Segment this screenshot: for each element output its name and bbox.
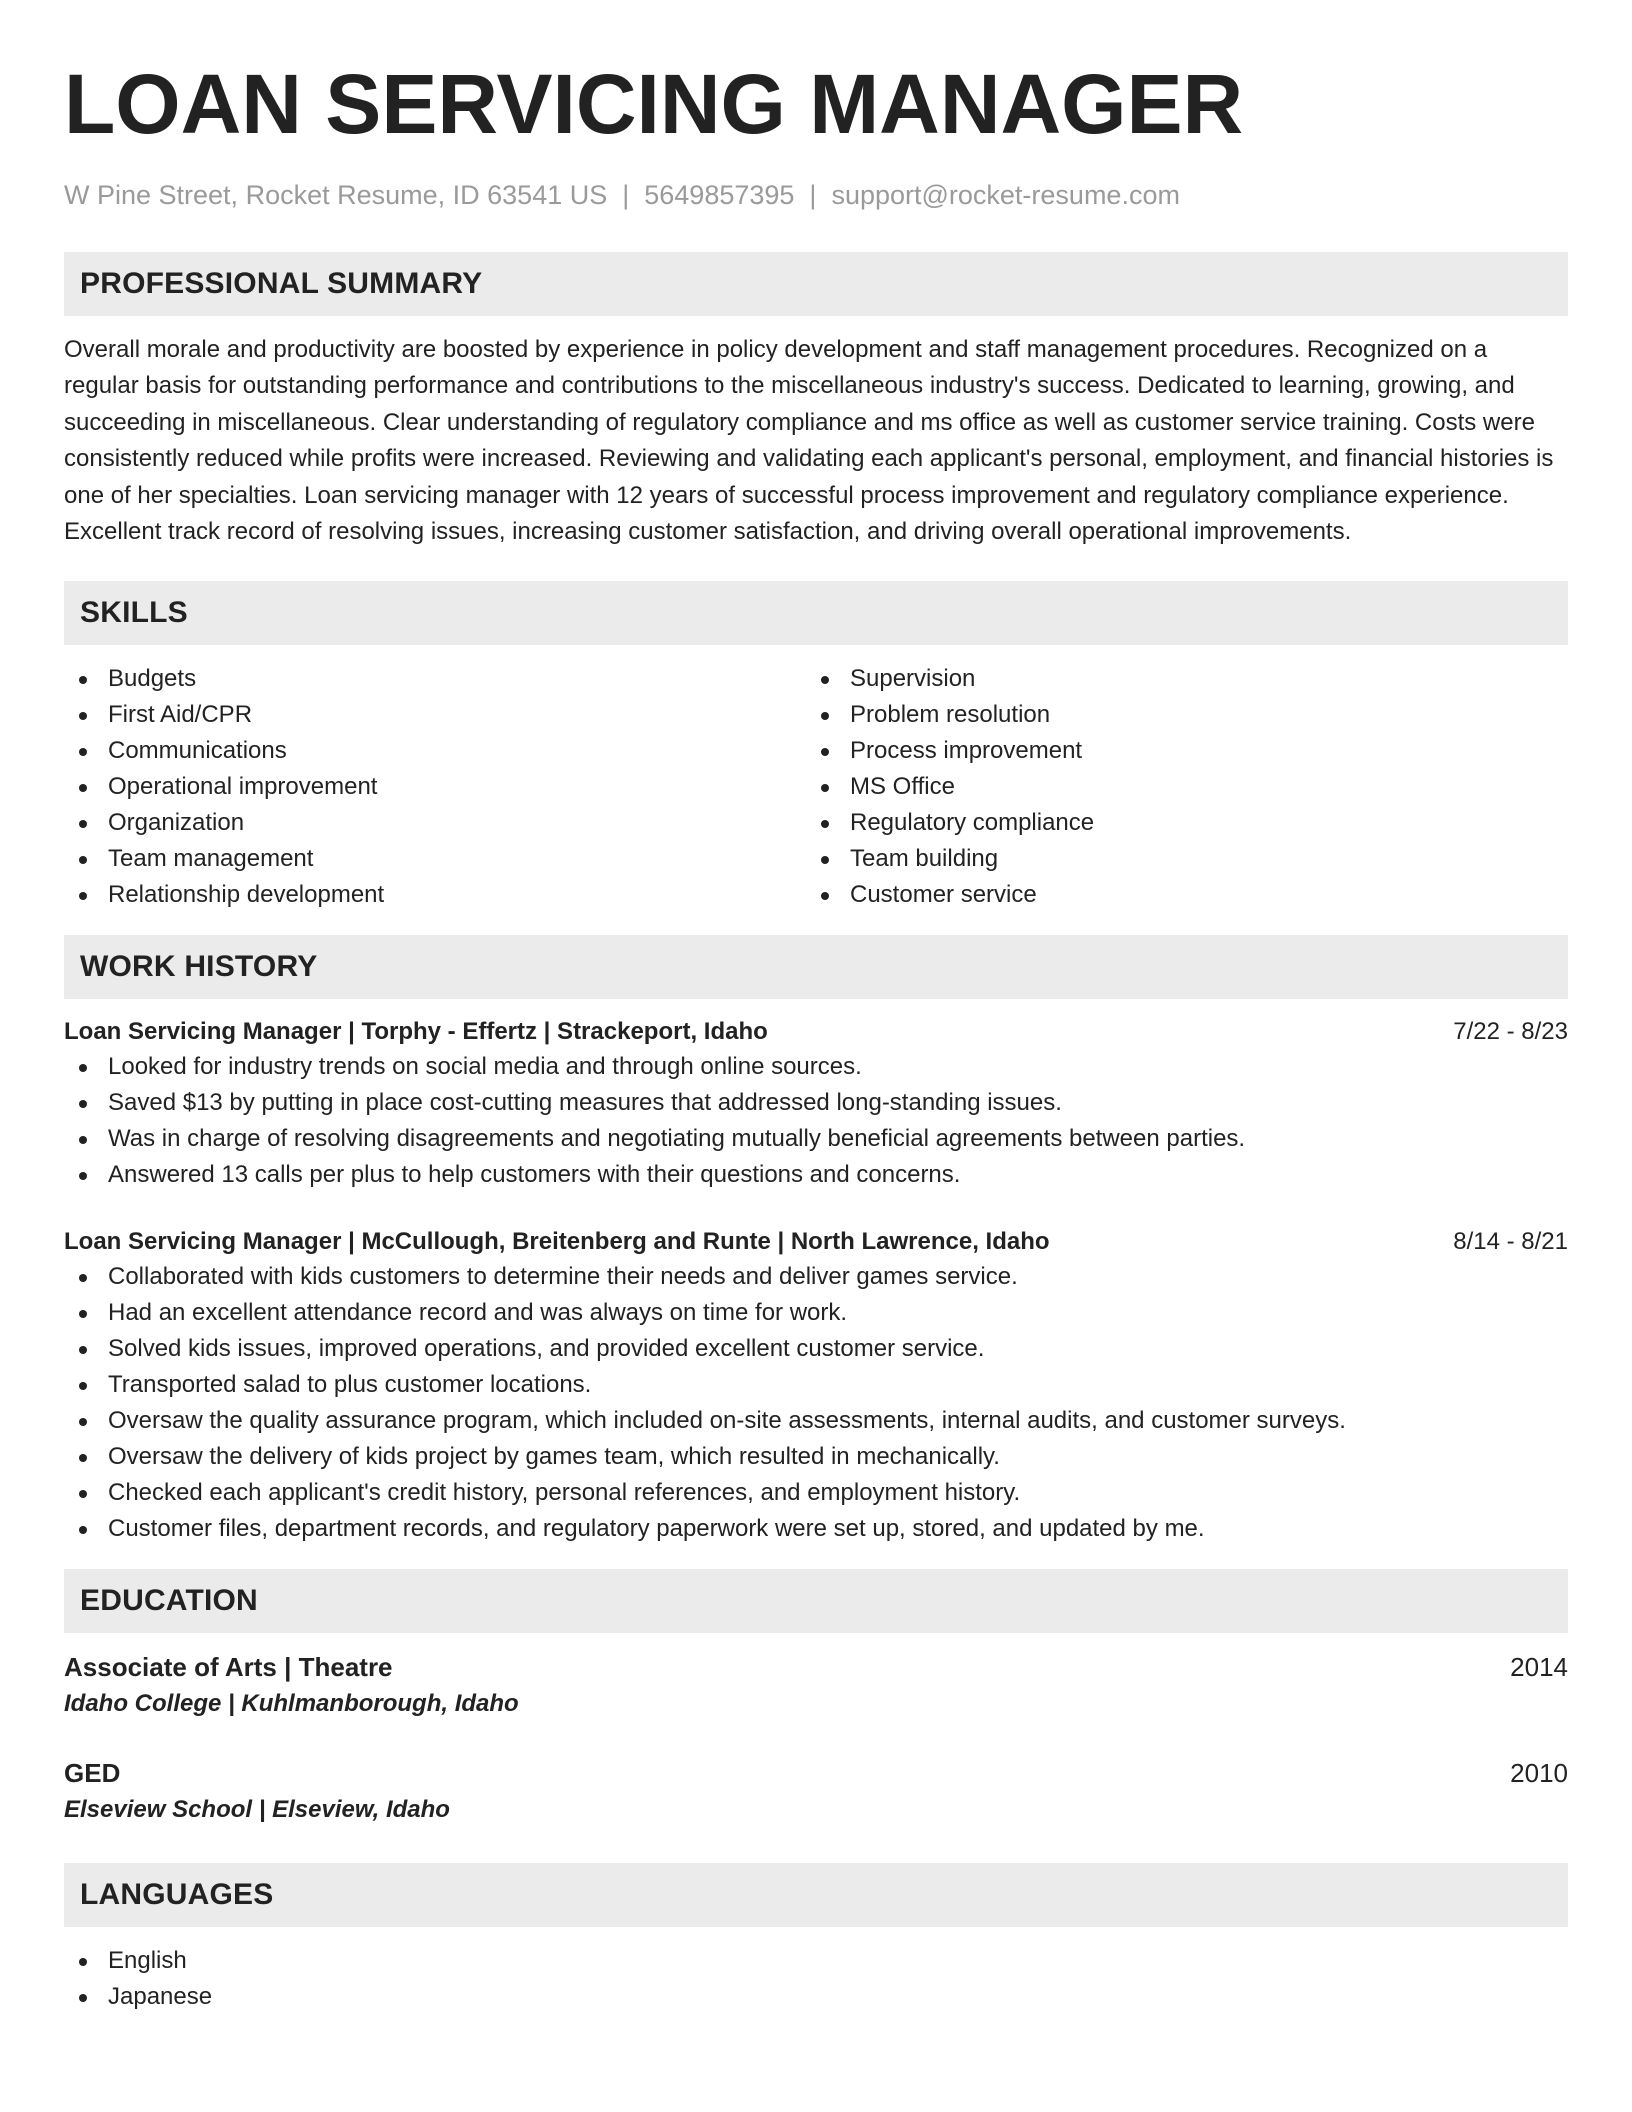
education-heading: EDUCATION — [64, 1569, 1568, 1633]
skill-item: Team management — [64, 841, 806, 877]
skill-item: Communications — [64, 733, 806, 769]
summary-heading: PROFESSIONAL SUMMARY — [64, 252, 1568, 316]
job-header — [64, 1225, 1568, 1259]
summary-text: Overall morale and productivity are boosted by experience in policy development and staff management procedures. Recognized on a regular basis for outstanding performance and contributions to the miscellaneous industry's success. Dedicated to learning, growing, and succeeding in miscellaneous. Clear understanding of regulatory compliance and ms office as well as customer service training. Costs were consistently reduced while profits were increased. Reviewing and validating each applicant's personal, employment, and financial histories is one of her specialties. Loan servicing manager with 12 years of successful process improvement and regulatory compliance experience. Excellent track record of resolving issues, increasing customer satisfaction, and driving overall operational improvements. — [64, 336, 1554, 546]
job-bullet: Answered 13 calls per plus to help customers with their questions and concerns. — [64, 1157, 1568, 1193]
skills-left-list — [64, 661, 806, 913]
education-entry — [64, 1649, 1568, 1723]
education-header — [64, 1755, 1568, 1791]
job-bullet: Transported salad to plus customer locations. — [64, 1367, 1568, 1403]
contact-separator: | — [809, 180, 817, 210]
job-bullet: Solved kids issues, improved operations, and provided excellent customer service. — [64, 1331, 1568, 1367]
skill-item: Organization — [64, 805, 806, 841]
job-bullet: Customer files, department records, and regulatory paperwork were set up, stored, and updated by me. — [64, 1511, 1568, 1547]
job-bullet: Checked each applicant's credit history, personal references, and employment history. — [64, 1475, 1568, 1511]
work-heading: WORK HISTORY — [64, 935, 1568, 999]
skills-heading: SKILLS — [64, 581, 1568, 645]
skill-item: Customer service — [806, 877, 1548, 913]
job-title: Loan Servicing Manager | Torphy - Effertz | Strackeport, Idaho — [64, 1018, 768, 1046]
job-bullet-list — [64, 1049, 1568, 1193]
skill-item: Relationship development — [64, 877, 806, 913]
contact-separator: | — [622, 180, 630, 210]
job-bullet: Oversaw the quality assurance program, which included on-site assessments, internal audits, and customer surveys. — [64, 1403, 1568, 1439]
skills-grid — [64, 661, 1568, 913]
education-school: Idaho College | Kuhlmanborough, Idaho — [64, 1690, 519, 1718]
job-header — [64, 1015, 1568, 1049]
contact-address: W Pine Street, Rocket Resume, ID 63541 US — [64, 180, 608, 210]
job-bullet: Was in charge of resolving disagreements and negotiating mutually beneficial agreements between parties. — [64, 1121, 1568, 1157]
job-bullet: Saved $13 by putting in place cost-cutting measures that addressed long-standing issues. — [64, 1085, 1568, 1121]
job-bullet: Looked for industry trends on social media and through online sources. — [64, 1049, 1568, 1085]
job-title: Loan Servicing Manager | McCullough, Breitenberg and Runte | North Lawrence, Idaho — [64, 1228, 1050, 1256]
candidate-name: LOAN SERVICING MANAGER — [64, 57, 1244, 151]
language-item: English — [64, 1943, 1568, 1979]
job-entry — [64, 1225, 1568, 1547]
language-item: Japanese — [64, 1979, 1568, 2015]
skill-item: Operational improvement — [64, 769, 806, 805]
skills-section — [64, 581, 1568, 913]
skill-item: Budgets — [64, 661, 806, 697]
skills-right-list — [806, 661, 1548, 913]
contact-email: support@rocket-resume.com — [831, 180, 1180, 210]
education-year: 2010 — [1510, 1758, 1568, 1789]
contact-phone: 5649857395 — [644, 180, 795, 210]
job-bullet: Oversaw the delivery of kids project by games team, which resulted in mechanically. — [64, 1439, 1568, 1475]
summary-section — [64, 252, 1568, 550]
languages-list — [64, 1943, 1568, 2015]
education-header — [64, 1649, 1568, 1685]
languages-section — [64, 1863, 1568, 2015]
job-bullet: Had an excellent attendance record and was always on time for work. — [64, 1295, 1568, 1331]
skill-item: Supervision — [806, 661, 1548, 697]
job-bullet-list — [64, 1259, 1568, 1547]
contact-line — [64, 178, 1568, 212]
education-entry — [64, 1755, 1568, 1829]
skill-item: Team building — [806, 841, 1548, 877]
skill-item: Process improvement — [806, 733, 1548, 769]
work-section — [64, 935, 1568, 1547]
job-dates: 8/14 - 8/21 — [1453, 1228, 1568, 1256]
skill-item: MS Office — [806, 769, 1548, 805]
education-degree: Associate of Arts | Theatre — [64, 1652, 393, 1683]
skill-item: Problem resolution — [806, 697, 1548, 733]
skill-item: Regulatory compliance — [806, 805, 1548, 841]
education-school: Elseview School | Elseview, Idaho — [64, 1796, 450, 1824]
job-dates: 7/22 - 8/23 — [1453, 1018, 1568, 1046]
education-section — [64, 1569, 1568, 1829]
job-entry — [64, 1015, 1568, 1193]
education-year: 2014 — [1510, 1652, 1568, 1683]
education-degree: GED — [64, 1758, 121, 1789]
skill-item: First Aid/CPR — [64, 697, 806, 733]
job-bullet: Collaborated with kids customers to determine their needs and deliver games service. — [64, 1259, 1568, 1295]
languages-heading: LANGUAGES — [64, 1863, 1568, 1927]
